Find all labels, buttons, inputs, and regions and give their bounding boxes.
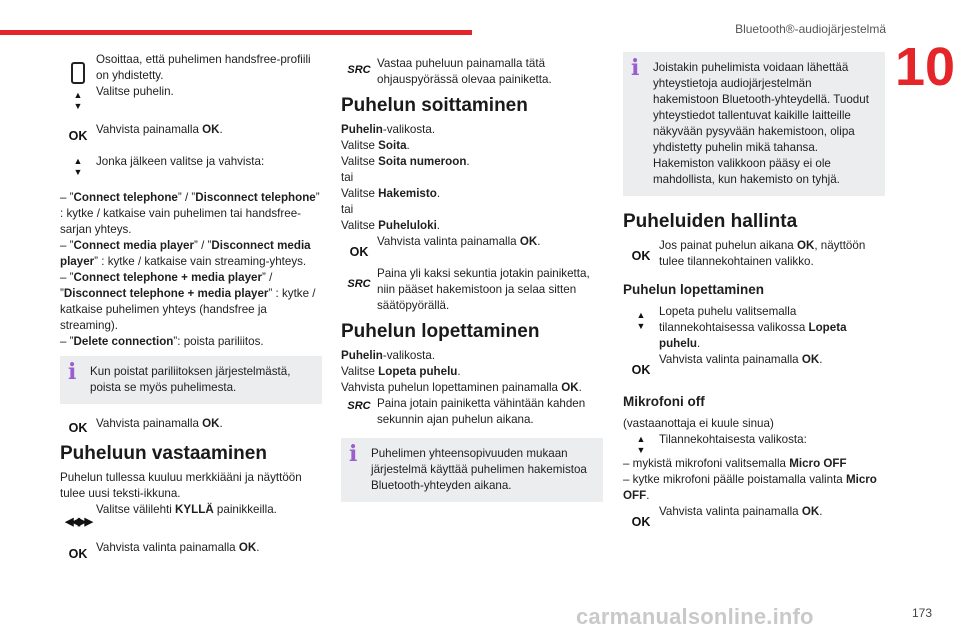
- answer-text: Puhelun tullessa kuuluu merkkiääni ja näyttöön tulee uusi teksti-ikkuna.: [60, 471, 302, 500]
- ok-button-icon: OK: [631, 515, 651, 529]
- handsfree-row: [60, 52, 322, 112]
- up-down-arrows-icon: ▲ ▼: [636, 434, 646, 455]
- subheading-mic-off: Mikrofoni off: [623, 394, 705, 409]
- section-heading-end: Puhelun lopettaminen: [341, 321, 540, 342]
- list-item: – ”Connect telephone + media player” / ”Disconnect telephone + media player” : kytke / katkaise puhelimen yhteys (handsfree ja streaming).: [60, 271, 316, 332]
- text: Valitse Hakemisto.: [341, 187, 441, 200]
- column-3: [623, 52, 885, 530]
- confirm-row-2: OK Vahvista painamalla OK.: [60, 410, 322, 436]
- top-accent-bar: [0, 30, 472, 35]
- text: Vastaa puheluun painamalla tätä ohjauspyörässä olevaa painiketta.: [377, 57, 552, 86]
- info-box: [623, 52, 885, 196]
- watermark: carmanualsonline.info: [576, 604, 814, 629]
- confirm-row: OK Vahvista valinta painamalla OK.: [623, 504, 885, 530]
- info-icon: i: [68, 359, 77, 385]
- column-2: [341, 52, 603, 508]
- then-select-text: Jonka jälkeen valitse ja vahvista:: [96, 155, 265, 168]
- context-menu-row: [623, 432, 885, 456]
- text: .: [219, 123, 223, 136]
- text: Puhelin-valikosta.: [341, 349, 436, 362]
- src-hold-row: [341, 266, 603, 314]
- info-text: Joistakin puhelimista voidaan lähettää yhteystietoja audiojärjestelmän hakemistoon Bluetooth-yhteydellä. Tuodut yhteystiedot tallentuvat kaikille laitteille näkyvään pysyvään hakemistoon, olipa yhdistetty puhelin mikä tahansa. Hakemiston valikkoon pääsy ei ole mahdollista, kun hakemisto on tyhjä.: [653, 61, 869, 186]
- confirm-row-1: [60, 118, 322, 144]
- list-item: – ”Connect media player” / ”Disconnect media player” : kytke / katkaise vain streaming-yhteys.: [60, 239, 311, 268]
- text: Tilannekohtaisesta valikosta:: [659, 433, 807, 446]
- info-icon: i: [631, 55, 640, 81]
- handsfree-text: Osoittaa, että puhelimen handsfree-profiili on yhdistetty.: [96, 53, 311, 82]
- select-yes-row: ◀◀▶▶ Valitse välilehti KYLLÄ painikkeilla.: [60, 502, 322, 530]
- section-heading-answer: Puheluun vastaaminen: [60, 443, 267, 464]
- ok-button-icon: OK: [68, 129, 88, 143]
- ok-button-icon: OK: [631, 363, 651, 377]
- page-header-title: Bluetooth®-audiojärjestelmä: [735, 22, 886, 36]
- list-item: – ”Delete connection”: poista pariliitos.: [60, 335, 264, 348]
- section-heading-call: Puhelun soittaminen: [341, 95, 528, 116]
- confirm-row-3: OK Vahvista valinta painamalla OK.: [60, 536, 322, 562]
- phone-icon: [71, 62, 85, 84]
- choose-row: [60, 150, 322, 178]
- text-bold: OK: [202, 123, 220, 136]
- ok-button-icon: OK: [68, 421, 88, 435]
- text: Valitse Lopeta puhelu.: [341, 365, 461, 378]
- confirm-row: OK Vahvista valinta painamalla OK.: [341, 234, 603, 260]
- end-call-row: ▲ ▼ Lopeta puhelu valitsemalla tilannekohtaisessa valikossa Lopeta puhelu.: [623, 304, 885, 352]
- list-item: – mykistä mikrofoni valitsemalla Micro OFF: [623, 457, 847, 470]
- column-1: [60, 52, 322, 562]
- info-icon: i: [349, 441, 358, 467]
- phone-updown-icon: ▲ ▼: [60, 52, 96, 112]
- src-button-icon: SRC: [347, 278, 371, 290]
- up-down-arrows-icon: ▲ ▼: [636, 310, 646, 331]
- text: tai: [341, 171, 354, 184]
- left-right-arrows-icon: ◀◀▶▶: [65, 516, 91, 528]
- ok-button-icon: OK: [631, 249, 651, 263]
- src-button-icon: SRC: [347, 64, 371, 76]
- select-phone-text: Valitse puhelin.: [96, 85, 174, 98]
- text: Paina jotain painiketta vähintään kahden sekunnin ajan puhelun aikana.: [377, 397, 586, 426]
- section-heading-manage: Puheluiden hallinta: [623, 211, 798, 232]
- text: Vahvista painamalla: [96, 123, 203, 136]
- confirm-row: OK Vahvista valinta painamalla OK.: [623, 352, 885, 378]
- info-box: [60, 356, 322, 404]
- ok-button-icon: OK: [68, 547, 88, 561]
- ok-button-icon: OK: [349, 245, 369, 259]
- src-answer-row: [341, 52, 603, 88]
- text: Vahvista puhelun lopettaminen painamalla OK.: [341, 381, 582, 394]
- src-button-icon: SRC: [347, 400, 371, 412]
- list-item: – ”Connect telephone” / ”Disconnect telephone” : kytke / katkaise vain puhelimen tai handsfree-sarjan yhteys.: [60, 191, 320, 236]
- text: Paina yli kaksi sekuntia jotakin painiketta, niin pääset hakemistoon ja selaa sitten säätöpyörällä.: [377, 267, 590, 312]
- info-box: [341, 438, 603, 502]
- ok-menu-row: OK Jos painat puhelun aikana OK, näyttöön tulee tilannekohtainen valikko.: [623, 238, 885, 270]
- text: (vastaanottaja ei kuule sinua): [623, 417, 774, 430]
- info-text: Puhelimen yhteensopivuuden mukaan järjestelmä käyttää puhelimen hakemistoa Bluetooth-yhteyden aikana.: [371, 447, 587, 492]
- subheading-end-call: Puhelun lopettaminen: [623, 282, 765, 297]
- text: tai: [341, 203, 354, 216]
- text: Valitse Soita numeroon.: [341, 155, 470, 168]
- text: Puhelin-valikosta.: [341, 123, 436, 136]
- up-down-arrows-icon: ▲ ▼: [73, 156, 83, 177]
- text: Valitse Puheluloki.: [341, 219, 441, 232]
- list-item: – kytke mikrofoni päälle poistamalla valinta Micro OFF.: [623, 473, 877, 502]
- chapter-number: 10: [895, 37, 956, 97]
- info-text: Kun poistat pariliitoksen järjestelmästä, poista se myös puhelimesta.: [90, 365, 291, 394]
- text: Valitse Soita.: [341, 139, 410, 152]
- page-number: 173: [912, 606, 933, 620]
- src-end-row: [341, 396, 603, 428]
